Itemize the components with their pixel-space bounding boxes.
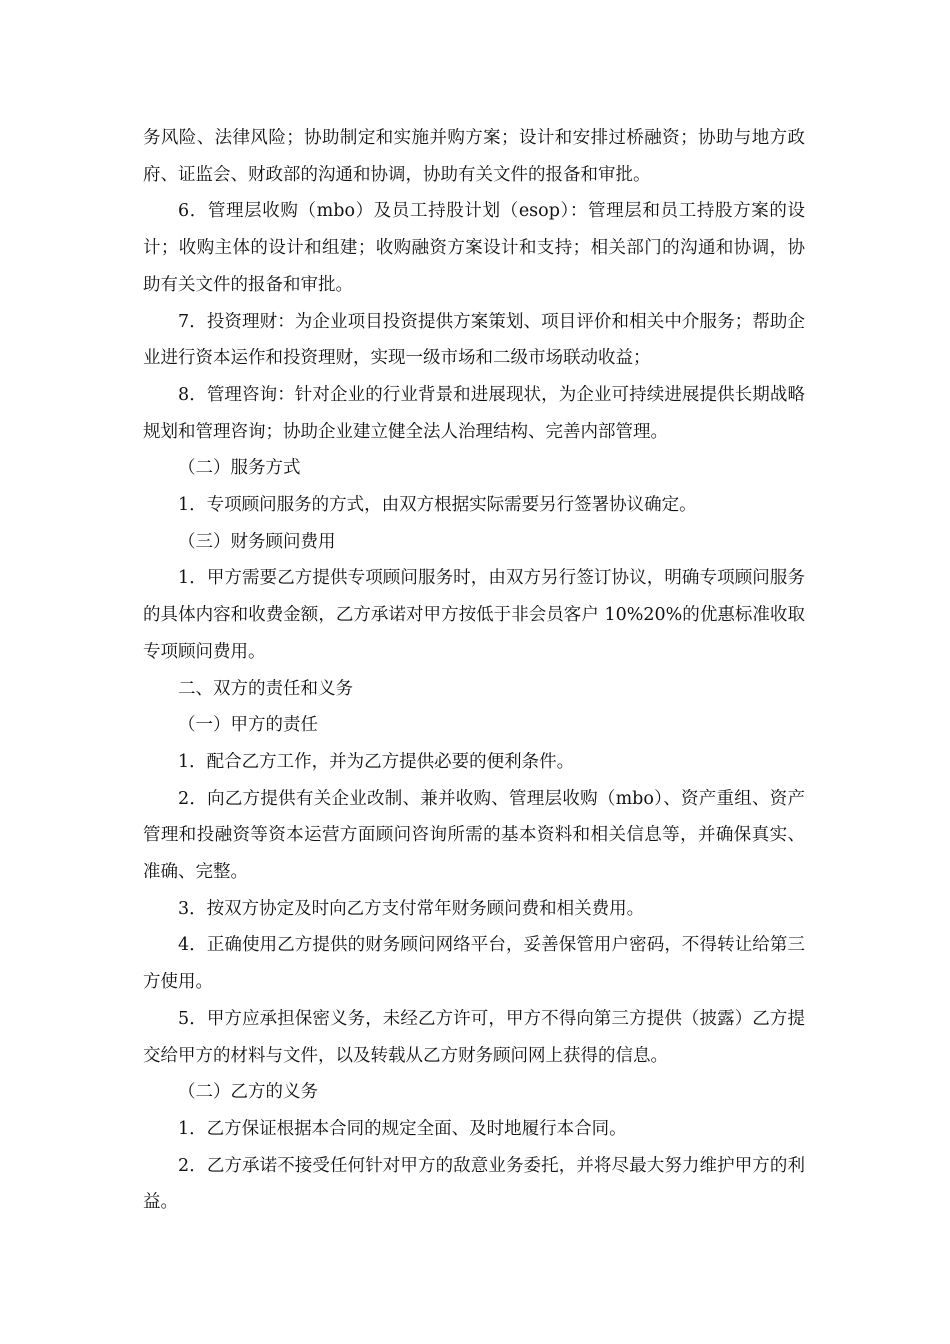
paragraph-item-7: 7．投资理财：为企业项目投资提供方案策划、项目评价和相关中介服务；帮助企业进行资本运作和投资理财，实现一级市场和二级市场联动收益； [143, 311, 805, 369]
paragraph-item-6: 6．管理层收购（mbo）及员工持股计划（esop）：管理层和员工持股方案的设计；收购主体的设计和组建；收购融资方案设计和支持；相关部门的沟通和协调，协助有关文件的报备和审批。 [143, 201, 805, 295]
paragraph-party-a-1: 1．配合乙方工作，并为乙方提供必要的便利条件。 [178, 751, 575, 772]
paragraph-continuation: 务风险、法律风险；协助制定和实施并购方案；设计和安排过桥融资；协助与地方政府、证监会、财政部的沟通和协调，协助有关文件的报备和审批。 [143, 128, 805, 185]
paragraph-party-b-1: 1．乙方保证根据本合同的规定全面、及时地履行本合同。 [178, 1118, 627, 1139]
paragraph-service-mode-1: 1．专项顾问服务的方式，由双方根据实际需要另行签署协议确定。 [178, 495, 697, 516]
paragraph-party-a-3: 3．按双方协定及时向乙方支付常年财务顾问费和相关费用。 [178, 898, 645, 919]
paragraph-fees-1: 1．甲方需要乙方提供专项顾问服务时，由双方另行签订协议，明确专项顾问服务的具体内容和收费金额，乙方承诺对甲方按低于非会员客户 10%20%的优惠标准收取专项顾问费用。 [143, 568, 805, 662]
paragraph-party-a-5: 5．甲方应承担保密义务，未经乙方许可，甲方不得向第三方提供（披露）乙方提交给甲方的材料与文件，以及转载从乙方财务顾问网上获得的信息。 [143, 1008, 805, 1066]
heading-responsibilities: 二、双方的责任和义务 [178, 678, 353, 699]
paragraph-party-a-2: 2．向乙方提供有关企业改制、兼并收购、管理层收购（mbo）、资产重组、资产管理和投融资等资本运营方面顾问咨询所需的基本资料和相关信息等，并确保真实、准确、完整。 [143, 788, 805, 883]
subheading-party-b: （二）乙方的义务 [178, 1082, 318, 1103]
document-body [143, 120, 805, 1221]
paragraph-party-a-4: 4．正确使用乙方提供的财务顾问网络平台，妥善保管用户密码，不得转让给第三方使用。 [143, 935, 805, 993]
subheading-party-a: （一）甲方的责任 [178, 715, 318, 736]
subheading-fees: （三）财务顾问费用 [178, 531, 336, 552]
subheading-service-mode: （二）服务方式 [178, 458, 301, 479]
paragraph-party-b-2: 2．乙方承诺不接受任何针对甲方的敌意业务委托，并将尽最大努力维护甲方的利益。 [143, 1155, 805, 1213]
paragraph-item-8: 8．管理咨询：针对企业的行业背景和进展现状，为企业可持续进展提供长期战略规划和管理咨询；协助企业建立健全法人治理结构、完善内部管理。 [143, 384, 805, 442]
